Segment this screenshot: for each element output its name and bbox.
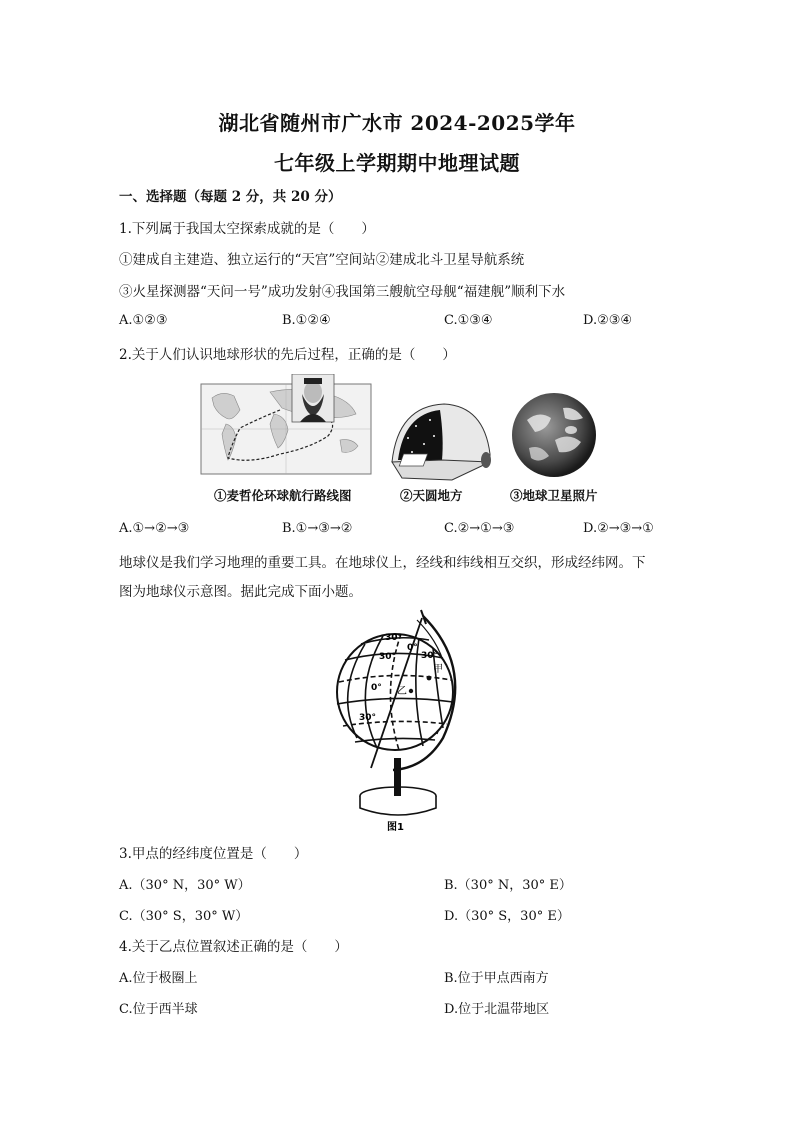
q1-statement-line1: ①建成自主建造、独立运行的“天宫”空间站②建成北斗卫星导航系统 xyxy=(119,252,525,268)
q4-option-a: A.位于极圈上 xyxy=(119,971,198,986)
q1-option-d: D.②③④ xyxy=(583,313,633,328)
globe-point-yi: 乙 xyxy=(397,686,407,697)
globe-caption: 图1 xyxy=(387,822,404,833)
q1-option-a: A.①②③ xyxy=(119,313,168,328)
q4-option-d: D.位于北温带地区 xyxy=(444,1002,550,1017)
globe-label-0-equator: 0° xyxy=(371,683,382,693)
intro-line1: 地球仪是我们学习地理的重要工具。在地球仪上，经线和纬线相互交织，形成经纬网。下 xyxy=(119,555,646,571)
earth-satellite-photo xyxy=(509,390,599,480)
q1-stem: 1.下列属于我国太空探索成就的是（ ） xyxy=(119,221,375,237)
tianyuan-difang-illustration xyxy=(388,398,494,484)
q1-option-b: B.①②④ xyxy=(282,313,331,328)
q4-stem: 4.关于乙点位置叙述正确的是（ ） xyxy=(119,939,348,955)
q3-option-b: B.（30° N，30° E） xyxy=(444,878,572,893)
exam-title-line2: 七年级上学期期中地理试题 xyxy=(274,151,520,175)
exam-title-line1: 湖北省随州市广水市 2024-2025学年 xyxy=(218,111,576,135)
q1-statement-line2: ③火星探测器“天问一号”成功发射④我国第三艘航空母舰“福建舰”顺利下水 xyxy=(119,284,566,300)
q2-option-b: B.①→③→② xyxy=(282,521,353,536)
q2-option-c: C.②→①→③ xyxy=(444,521,515,536)
globe-label-30-top: 30° xyxy=(385,633,403,643)
q3-option-d: D.（30° S，30° E） xyxy=(444,909,570,924)
q2-figure-caption-3: ③地球卫星照片 xyxy=(510,488,598,503)
q2-figure-caption-2: ②天圆地方 xyxy=(400,488,463,503)
q2-option-a: A.①→②→③ xyxy=(119,521,190,536)
q4-option-b: B.位于甲点西南方 xyxy=(444,971,549,986)
q2-option-d: D.②→③→① xyxy=(583,521,654,536)
intro-line2: 图为地球仪示意图。据此完成下面小题。 xyxy=(119,584,362,600)
globe-label-30-bottom: 30° xyxy=(359,713,377,723)
section-heading: 一、选择题（每题 2 分，共 20 分） xyxy=(119,189,342,205)
q3-option-c: C.（30° S，30° W） xyxy=(119,909,249,924)
q2-figure-caption-1: ①麦哲伦环球航行路线图 xyxy=(214,488,352,503)
q3-stem: 3.甲点的经纬度位置是（ ） xyxy=(119,846,308,862)
q3-option-a: A.（30° N，30° W） xyxy=(119,878,251,893)
globe-label-30-left: 30° xyxy=(379,652,397,662)
q4-option-c: C.位于西半球 xyxy=(119,1002,198,1017)
globe-point-jia: 甲 xyxy=(433,664,443,675)
globe-label-0-top: 0° xyxy=(407,643,418,653)
globe-label-30-right: 30° xyxy=(421,651,439,661)
magellan-route-map xyxy=(200,374,378,478)
q1-option-c: C.①③④ xyxy=(444,313,493,328)
q2-stem: 2.关于人们认识地球形状的先后过程，正确的是（ ） xyxy=(119,347,456,363)
globe-diagram xyxy=(325,608,470,840)
